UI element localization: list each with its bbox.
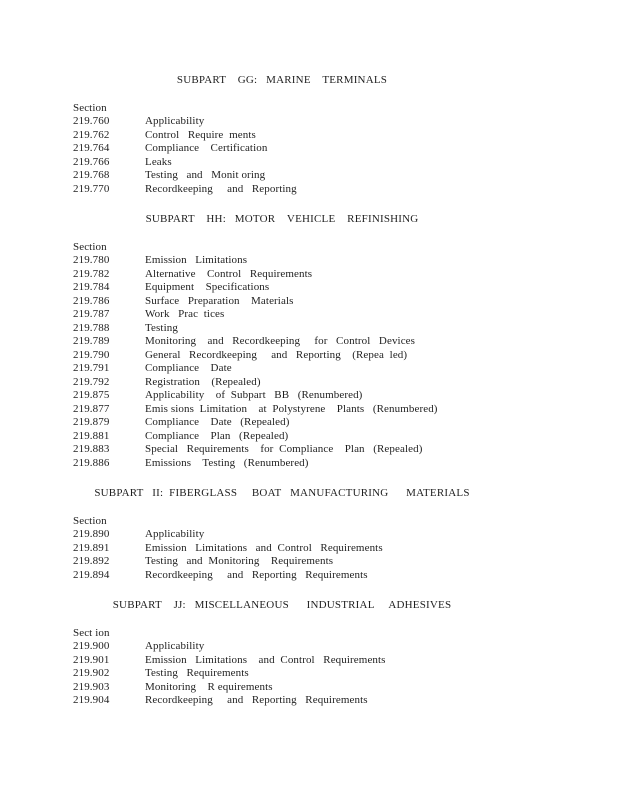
toc-list — [0, 515, 618, 583]
section-number: 219.890 — [73, 528, 110, 540]
toc-row — [0, 403, 618, 417]
section-column-label: Sect ion — [73, 626, 110, 639]
section-number: 219.792 — [73, 375, 110, 388]
toc-row — [0, 268, 618, 282]
section-title: Applicability — [145, 115, 205, 127]
sections-root — [0, 74, 618, 708]
section-title: Recordkeeping and Reporting Requirements — [145, 694, 368, 706]
section-title: Emis sions Limitation at Polystyrene Plants (Renumbered) — [145, 402, 438, 415]
section-title: Control Require ments — [145, 128, 256, 141]
section-title: Leaks — [145, 155, 172, 168]
section-title: Emissions Testing (Renumbered) — [145, 456, 309, 469]
section-number: 219.786 — [73, 294, 110, 307]
section-number: 219.784 — [73, 281, 110, 293]
subpart-heading: SUBPART GG: MARINE TERMINALS — [176, 74, 388, 86]
section-title: Registration (Repealed) — [145, 375, 261, 388]
section-column-label: Section — [73, 101, 107, 114]
section-number: 219.782 — [73, 267, 110, 280]
section-column-label: Section — [73, 514, 107, 527]
toc-row — [0, 376, 618, 390]
section-number: 219.894 — [73, 568, 110, 581]
toc-row — [0, 335, 618, 349]
toc-row — [0, 169, 618, 183]
section-title: Emission Limitations — [145, 254, 248, 266]
section-title: Compliance Certification — [145, 142, 268, 154]
section-title: Testing and Monitoring Requirements — [145, 555, 334, 567]
section-title: Emission Limitations and Control Requirements — [145, 653, 386, 666]
section-number: 219.766 — [73, 155, 110, 168]
section-number: 219.904 — [73, 694, 110, 706]
section-title: Monitoring R equirements — [145, 680, 273, 693]
section-number: 219.892 — [73, 555, 110, 567]
subpart-section — [0, 213, 618, 470]
toc-row — [0, 654, 618, 668]
toc-row — [0, 295, 618, 309]
section-number: 219.900 — [73, 640, 110, 652]
section-number: 219.891 — [73, 541, 110, 554]
section-number: 219.886 — [73, 456, 110, 469]
section-number: 219.877 — [73, 402, 110, 415]
toc-row — [0, 694, 618, 708]
section-number: 219.883 — [73, 443, 110, 455]
toc-row — [0, 430, 618, 444]
section-title: Compliance Date — [145, 362, 232, 374]
section-number: 219.762 — [73, 128, 110, 141]
section-number: 219.760 — [73, 115, 110, 127]
section-title: Work Prac tices — [145, 308, 225, 320]
toc-list — [0, 627, 618, 708]
toc-row — [0, 528, 618, 542]
toc-row — [0, 542, 618, 556]
toc-row — [0, 640, 618, 654]
section-number: 219.764 — [73, 142, 110, 154]
section-title: Special Requirements for Compliance Plan (Repealed) — [145, 443, 423, 455]
section-title: Surface Preparation Materials — [145, 294, 294, 307]
toc-row — [0, 389, 618, 403]
subpart-heading: SUBPART II: FIBERGLASS BOAT MANUFACTURING MATERIALS — [94, 487, 470, 499]
toc-list — [0, 241, 618, 471]
section-number: 219.875 — [73, 389, 110, 401]
section-title: Recordkeeping and Reporting — [145, 182, 297, 195]
section-number: 219.902 — [73, 667, 110, 679]
section-title: Applicability of Subpart BB (Renumbered) — [145, 389, 363, 401]
section-number: 219.768 — [73, 169, 110, 181]
section-number: 219.903 — [73, 680, 110, 693]
toc-row — [0, 555, 618, 569]
section-title: General Recordkeeping and Reporting (Repea led) — [145, 348, 408, 361]
toc-row — [0, 115, 618, 129]
toc-row — [0, 681, 618, 695]
subpart-section — [0, 599, 618, 708]
section-title: Recordkeeping and Reporting Requirements — [145, 568, 368, 581]
toc-row — [0, 142, 618, 156]
subpart-heading: SUBPART HH: MOTOR VEHICLE REFINISHING — [145, 213, 419, 225]
section-number: 219.790 — [73, 348, 110, 361]
section-title: Monitoring and Recordkeeping for Control Devices — [145, 335, 416, 347]
toc-row — [0, 416, 618, 430]
section-title: Applicability — [145, 528, 205, 540]
toc-row — [0, 569, 618, 583]
section-number: 219.780 — [73, 254, 110, 266]
subpart-heading: SUBPART JJ: MISCELLANEOUS INDUSTRIAL ADHESIVES — [112, 599, 452, 611]
toc-row — [0, 254, 618, 268]
toc-row — [0, 349, 618, 363]
toc-row — [0, 129, 618, 143]
section-number: 219.788 — [73, 321, 110, 334]
subpart-section — [0, 74, 618, 196]
section-number: 219.881 — [73, 429, 110, 442]
section-title: Alternative Control Requirements — [145, 267, 313, 280]
toc-list — [0, 102, 618, 197]
toc-row — [0, 183, 618, 197]
section-number: 219.789 — [73, 335, 110, 347]
section-column-label: Section — [73, 240, 107, 253]
toc-row — [0, 156, 618, 170]
toc-row — [0, 308, 618, 322]
toc-row — [0, 457, 618, 471]
section-title: Equipment Specifications — [145, 281, 270, 293]
toc-row — [0, 362, 618, 376]
toc-row — [0, 281, 618, 295]
toc-row — [0, 667, 618, 681]
section-title: Testing Requirements — [145, 667, 249, 679]
section-title: Testing and Monit oring — [145, 169, 266, 181]
toc-row — [0, 322, 618, 336]
section-number: 219.879 — [73, 416, 110, 428]
section-number: 219.770 — [73, 182, 110, 195]
section-number: 219.787 — [73, 308, 110, 320]
subpart-section — [0, 487, 618, 582]
section-title: Applicability — [145, 640, 205, 652]
section-number: 219.901 — [73, 653, 110, 666]
section-number: 219.791 — [73, 362, 110, 374]
section-title: Compliance Date (Repealed) — [145, 416, 290, 428]
section-title: Emission Limitations and Control Requirements — [145, 541, 383, 554]
toc-row — [0, 443, 618, 457]
section-title: Compliance Plan (Repealed) — [145, 429, 289, 442]
section-title: Testing — [145, 321, 178, 334]
